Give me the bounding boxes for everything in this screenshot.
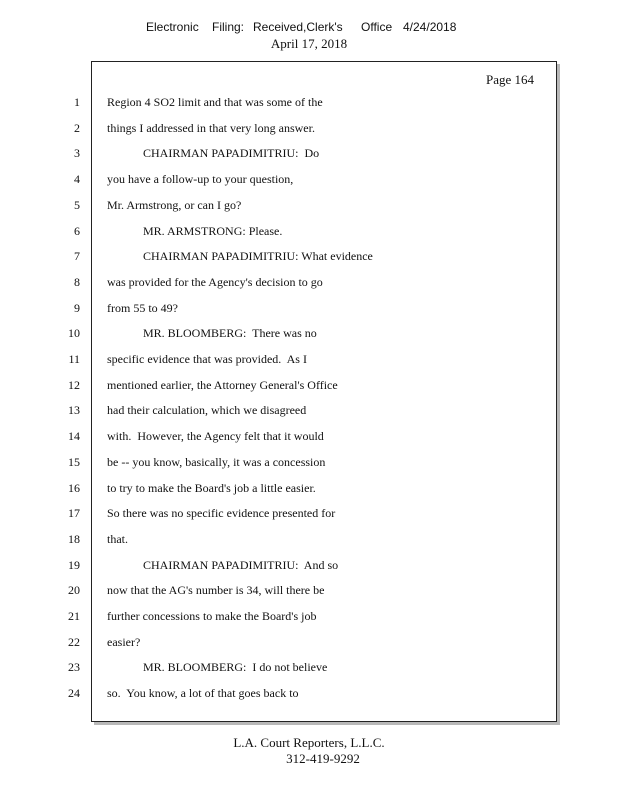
line-number: 18 bbox=[68, 532, 80, 546]
transcript-line: So there was no specific evidence presented for bbox=[107, 506, 336, 520]
transcript-line: from 55 to 49? bbox=[107, 301, 178, 315]
line-number: 6 bbox=[74, 224, 80, 238]
transcript-line: MR. BLOOMBERG: I do not believe bbox=[143, 660, 328, 674]
filing-electronic: Electronic bbox=[146, 20, 199, 34]
filing-office: Office bbox=[361, 20, 393, 34]
filing-received-clerks: Received,Clerk's bbox=[253, 20, 343, 34]
transcript-line: specific evidence that was provided. As I bbox=[107, 352, 307, 366]
transcript-line: with. However, the Agency felt that it would bbox=[107, 429, 324, 443]
line-number: 7 bbox=[74, 249, 80, 263]
line-number: 21 bbox=[68, 609, 80, 623]
line-number: 19 bbox=[68, 558, 80, 572]
footer-phone: 312-419-9292 bbox=[286, 751, 360, 766]
line-number: 17 bbox=[68, 506, 80, 520]
transcript-line: be -- you know, basically, it was a concession bbox=[107, 455, 326, 469]
transcript-line: MR. ARMSTRONG: Please. bbox=[143, 224, 283, 238]
transcript-line: now that the AG's number is 34, will there be bbox=[107, 583, 325, 597]
line-number: 1 bbox=[74, 95, 80, 109]
line-number: 23 bbox=[68, 660, 80, 674]
line-number: 15 bbox=[68, 455, 80, 469]
transcript-line: so. You know, a lot of that goes back to bbox=[107, 686, 299, 700]
transcript-line: MR. BLOOMBERG: There was no bbox=[143, 326, 317, 340]
transcript-line: CHAIRMAN PAPADIMITRIU: Do bbox=[143, 146, 320, 160]
transcript-line: that. bbox=[107, 532, 128, 546]
transcript-line: to try to make the Board's job a little easier. bbox=[107, 481, 316, 495]
transcript-line: CHAIRMAN PAPADIMITRIU: And so bbox=[143, 558, 339, 572]
footer-company: L.A. Court Reporters, L.L.C. bbox=[233, 735, 385, 750]
filing-label: Filing: bbox=[212, 20, 245, 34]
line-number: 14 bbox=[68, 429, 80, 443]
transcript-line: mentioned earlier, the Attorney General's Office bbox=[107, 378, 338, 392]
filing-date: 4/24/2018 bbox=[403, 20, 457, 34]
line-number: 11 bbox=[68, 352, 80, 366]
transcript-line: CHAIRMAN PAPADIMITRIU: What evidence bbox=[143, 249, 373, 263]
transcript-line: had their calculation, which we disagreed bbox=[107, 403, 307, 417]
transcript-line: you have a follow-up to your question, bbox=[107, 172, 294, 186]
line-number: 10 bbox=[68, 326, 80, 340]
line-number: 22 bbox=[68, 635, 80, 649]
transcript-line: easier? bbox=[107, 635, 141, 649]
transcript-line: Mr. Armstrong, or can I go? bbox=[107, 198, 242, 212]
transcript-line: further concessions to make the Board's job bbox=[107, 609, 317, 623]
line-number: 13 bbox=[68, 403, 80, 417]
transcript-line: was provided for the Agency's decision to go bbox=[107, 275, 323, 289]
line-number: 9 bbox=[74, 301, 80, 315]
line-number: 12 bbox=[68, 378, 80, 392]
page-number: Page 164 bbox=[485, 72, 534, 87]
line-number: 24 bbox=[68, 686, 80, 700]
transcript-line: things I addressed in that very long answer. bbox=[107, 121, 315, 135]
line-number: 4 bbox=[74, 172, 80, 186]
line-number: 5 bbox=[74, 198, 80, 212]
line-number: 20 bbox=[68, 583, 80, 597]
hearing-date: April 17, 2018 bbox=[270, 36, 348, 51]
transcript-line: Region 4 SO2 limit and that was some of the bbox=[107, 95, 323, 109]
line-number: 8 bbox=[74, 275, 80, 289]
line-number: 16 bbox=[68, 481, 80, 495]
filing-stamp-header bbox=[0, 20, 618, 36]
line-number: 3 bbox=[74, 146, 80, 160]
line-number: 2 bbox=[74, 121, 80, 135]
